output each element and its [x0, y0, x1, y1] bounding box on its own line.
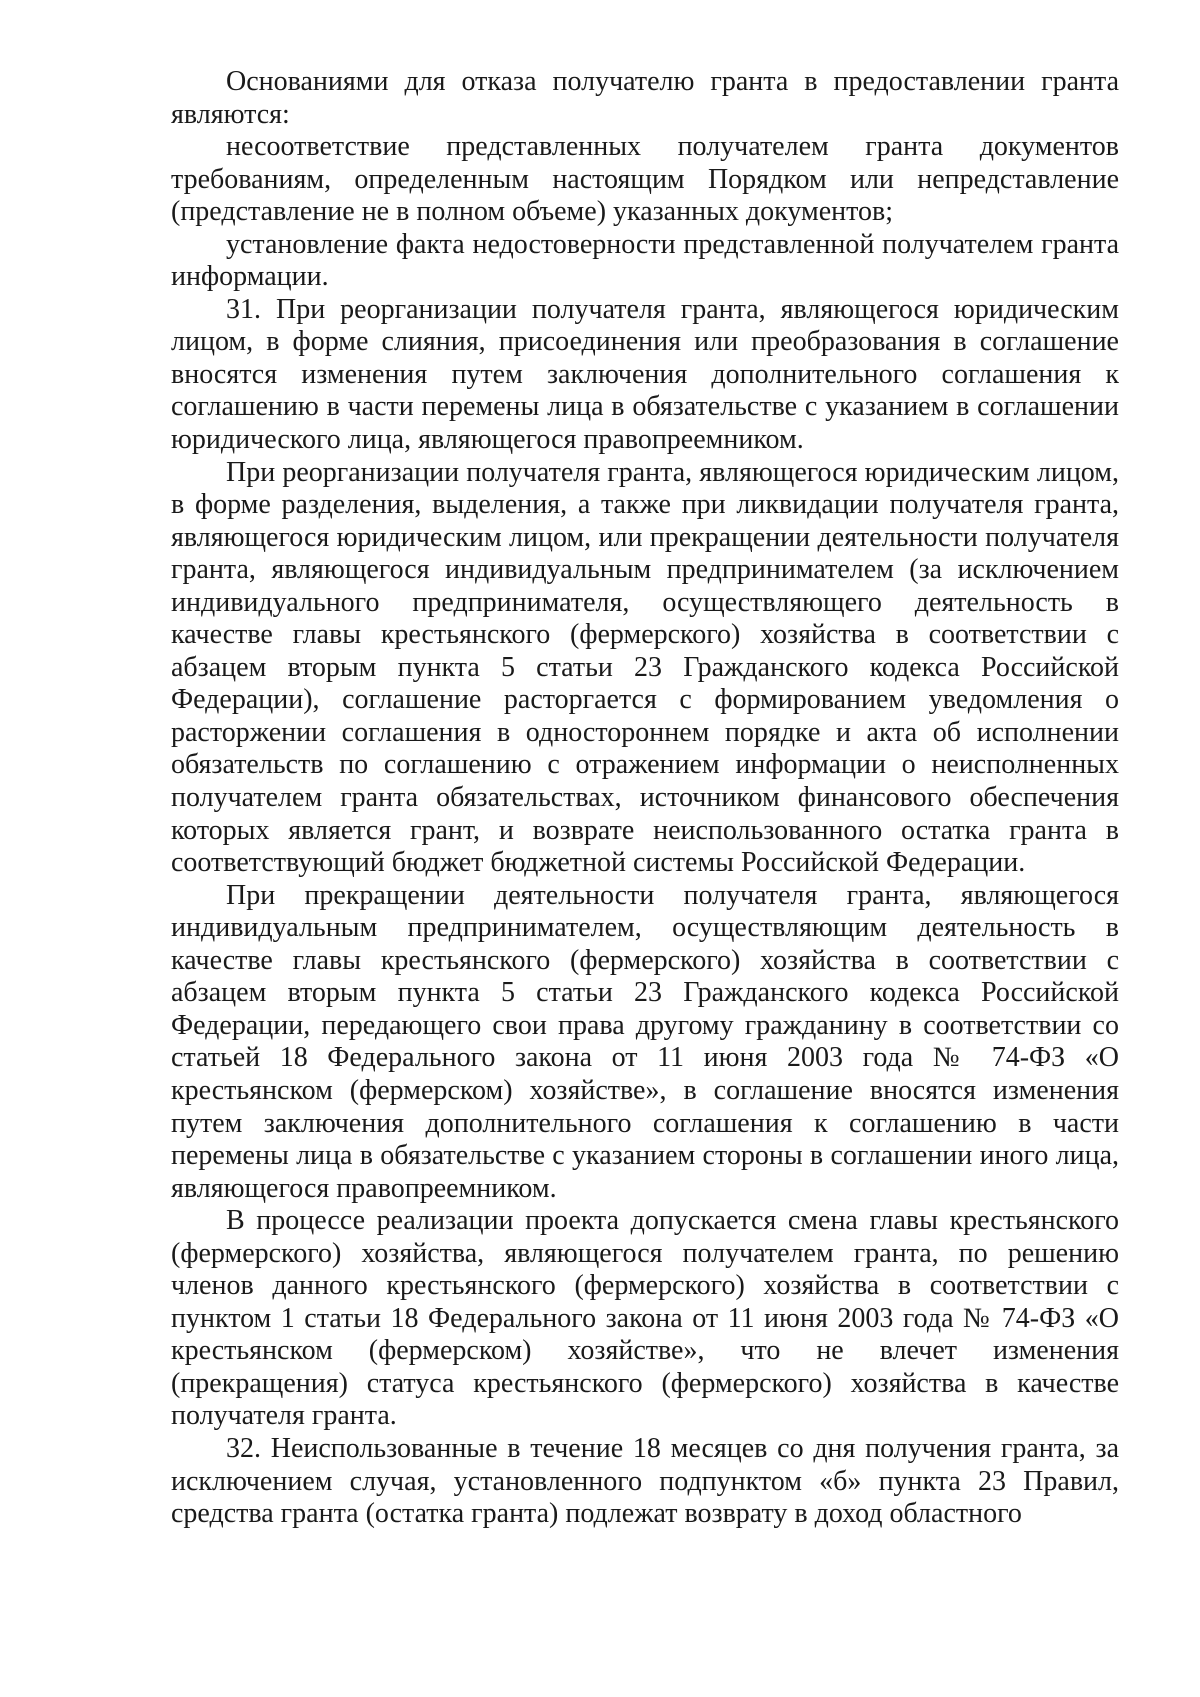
paragraph-refusal-grounds: Основаниями для отказа получателю гранта в предоставлении гранта являются: — [171, 66, 1119, 130]
paragraph-false-information: установление факта недостоверности представленной получателем гранта информации. — [171, 228, 1119, 293]
paragraph-clause-31-merger: 31. При реорганизации получателя гранта, являющегося юридическим лицом, в форме слияния, присоединения или преобразования в соглашение вносятся изменения путем заключения дополнительного соглашения к соглашению в части перемены лица в обязательстве с указанием в соглашении юридического лица, являющегося правопреемником. — [171, 293, 1119, 456]
paragraph-clause-32-unused-funds: 32. Неиспользованные в течение 18 месяцев со дня получения гранта, за исключением случая, установленного подпунктом «б» пункта 23 Правил, средства гранта (остатка гранта) подлежат возврату в доход областного — [171, 1432, 1119, 1530]
paragraph-farm-head-change: В процессе реализации проекта допускается смена главы крестьянского (фермерского) хозяйства, являющегося получателем гранта, по решению членов данного крестьянского (фермерского) хозяйства в соответствии с пунктом 1 статьи 18 Федерального закона от 11 июня 2003 года № 74-ФЗ «О крестьянском (фермерском) хозяйстве», что не влечет изменения (прекращения) статуса крестьянского (фермерского) хозяйства в качестве получателя гранта. — [171, 1205, 1119, 1432]
paragraph-documents-mismatch: несоответствие представленных получателем гранта документов требованиям, определенным настоящим Порядком или непредставление (представление не в полном объеме) указанных документов; — [171, 131, 1119, 228]
document-page — [171, 66, 1119, 1531]
paragraph-reorganization-division: При реорганизации получателя гранта, являющегося юридическим лицом, в форме разделения, выделения, а также при ликвидации получателя гранта, являющегося юридическим лицом, или прекращении деятельности получателя гранта, являющегося индивидуальным предпринимателем (за исключением индивидуального предпринимателя, осуществляющего деятельность в качестве главы крестьянского (фермерского) хозяйства в соответствии с абзацем вторым пункта 5 статьи 23 Гражданского кодекса Российской Федерации), соглашение расторгается с формированием уведомления о расторжении соглашения в одностороннем порядке и акта об исполнении обязательств по соглашению с отражением информации о неисполненных получателем гранта обязательствах, источником финансового обеспечения которых является грант, и возврате неиспользованного остатка гранта в соответствующий бюджет бюджетной системы Российской Федерации. — [171, 456, 1119, 879]
paragraph-farm-head-termination: При прекращении деятельности получателя гранта, являющегося индивидуальным предпринимателем, осуществляющим деятельность в качестве главы крестьянского (фермерского) хозяйства в соответствии с абзацем вторым пункта 5 статьи 23 Гражданского кодекса Российской Федерации, передающего свои права другому гражданину в соответствии со статьей 18 Федерального закона от 11 июня 2003 года № 74-ФЗ «О крестьянском (фермерском) хозяйстве», в соглашение вносятся изменения путем заключения дополнительного соглашения к соглашению в части перемены лица в обязательстве с указанием стороны в соглашении иного лица, являющегося правопреемником. — [171, 879, 1119, 1204]
